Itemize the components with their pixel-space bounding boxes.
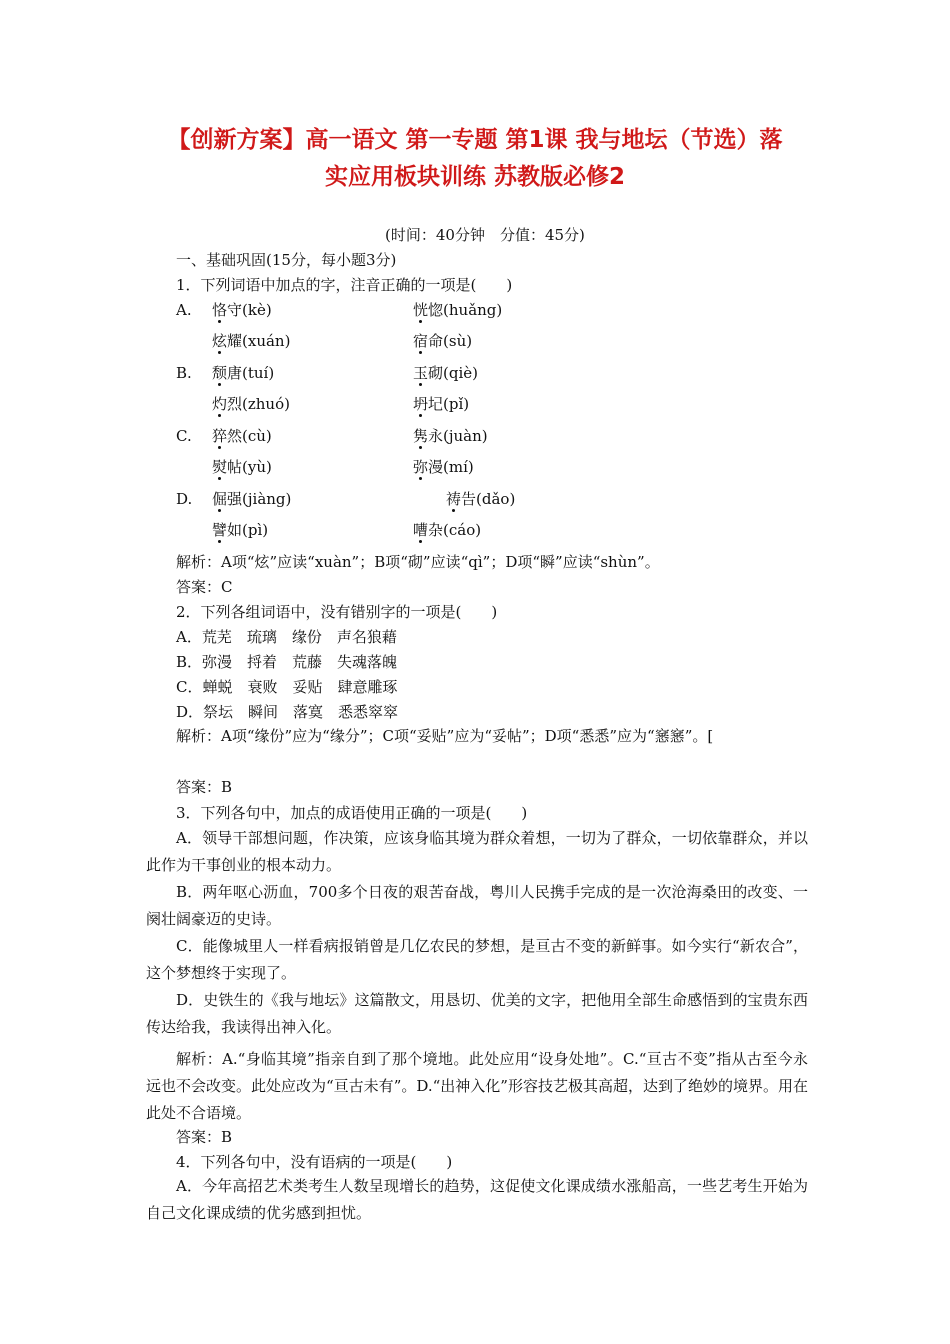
option-label-b: B. [176,364,192,382]
pinyin-item: 颓唐(tuí) [212,364,275,382]
question-2-option-a: A．荒芜 琉璃 缘份 声名狼藉 [176,628,397,646]
pinyin-item: 炫耀(xuán) [212,332,291,350]
emphasis-dot: 恍 [413,301,429,319]
question-2-stem: 2．下列各组词语中，没有错别字的一项是( ) [176,603,498,621]
pinyin-item: 恍惚(huǎng) [413,301,503,319]
emphasis-dot: 坍 [413,395,429,413]
emphasis-dot: 宿 [413,332,429,350]
question-1-answer: 答案：C [176,578,233,596]
document-title-line2: 实应用板块训练 苏教版必修2 [324,164,625,190]
pinyin-item: 弥漫(mí) [413,458,474,476]
question-3-analysis: 解析：A.“身临其境”指亲自到了那个境地。此处应用“设身处地”。C.“亘古不变”指从古至今永远也不会改变。此处应改为“亘古未有”。D.“出神入化”形容技艺极其高超，达到了绝妙的境界。用在此处不合语境。 [146,1050,808,1122]
emphasis-dot: 灼 [212,395,228,413]
question-2-option-b: B．弥漫 捋着 荒藤 失魂落魄 [176,653,398,671]
question-3-option-b: B．两年呕心沥血，700多个日夜的艰苦奋战，粤川人民携手完成的是一次沧海桑田的改变、一阕壮阔豪迈的史诗。 [146,883,808,928]
question-2-option-c: C．蝉蜕 衰败 妥贴 肆意雕琢 [176,678,398,696]
question-1-analysis: 解析：A项“炫”应读“xuàn”；B项“砌”应读“qì”；D项“瞬”应读“shùn”。 [176,553,660,571]
time-score-info: (时间：40分钟 分值：45分) [385,226,585,244]
emphasis-dot: 倔 [212,490,228,508]
emphasis-dot: 譬 [212,521,228,539]
emphasis-dot: 熨 [212,458,228,476]
emphasis-dot: 恪 [212,301,228,319]
pinyin-item: 熨帖(yù) [212,458,272,476]
emphasis-dot: 颓 [212,364,228,382]
pinyin-item: 譬如(pì) [212,521,269,539]
option-label-d: D. [176,490,193,508]
pinyin-item: 恪守(kè) [212,301,272,319]
emphasis-dot: 弥 [413,458,429,476]
pinyin-item: 宿命(sù) [413,332,473,350]
emphasis-dot: 猝 [212,427,228,445]
emphasis-dot: 炫 [212,332,228,350]
question-1-stem: 1．下列词语中加点的字，注音正确的一项是( ) [176,276,513,294]
question-3-option-d: D．史铁生的《我与地坛》这篇散文，用恳切、优美的文字，把他用全部生命感悟到的宝贵东西传达给我，我读得出神入化。 [146,991,808,1036]
question-4-option-a: A．今年高招艺术类考生人数呈现增长的趋势，这促使文化课成绩水涨船高，一些艺考生开始为自己文化课成绩的优劣感到担忧。 [146,1177,808,1222]
question-2-analysis: 解析：A项“缘份”应为“缘分”；C项“妥贴”应为“妥帖”；D项“悉悉”应为“窸窸”。[ [176,727,714,745]
option-label-c: C. [176,427,192,445]
question-3-option-c: C．能像城里人一样看病报销曾是几亿农民的梦想，是亘古不变的新鲜事。如今实行“新农合”，这个梦想终于实现了。 [146,937,808,982]
question-2-option-d: D．祭坛 瞬间 落寞 悉悉窣窣 [176,703,399,721]
option-label-a: A. [176,301,192,319]
pinyin-item: 猝然(cù) [212,427,272,445]
question-3-option-a: A．领导干部想问题，作决策，应该身临其境为群众着想，一切为了群众，一切依靠群众，并以此作为干事创业的根本动力。 [146,829,808,874]
pinyin-item: 灼烈(zhuó) [212,395,290,413]
document-title-line1: 【创新方案】高一语文 第一专题 第1课 我与地坛（节选）落 [167,127,783,153]
pinyin-item: 嘈杂(cáo) [413,521,482,539]
emphasis-dot: 玉 [413,364,429,382]
emphasis-dot: 嘈 [413,521,429,539]
pinyin-item: 倔强(jiàng) [212,490,292,508]
question-4-stem: 4．下列各句中，没有语病的一项是( ) [176,1153,453,1171]
emphasis-dot: 祷 [446,490,462,508]
pinyin-item: 玉砌(qiè) [413,364,478,382]
section-heading: 一、基础巩固(15分，每小题3分) [176,251,397,269]
pinyin-item: 坍圮(pǐ) [413,395,470,413]
pinyin-item: 祷告(dǎo) [446,490,516,508]
question-3-stem: 3．下列各句中，加点的成语使用正确的一项是( ) [176,804,528,822]
emphasis-dot: 隽 [413,427,429,445]
pinyin-item: 隽永(juàn) [413,427,488,445]
question-3-answer: 答案：B [176,1128,233,1146]
question-2-answer: 答案：B [176,778,233,796]
